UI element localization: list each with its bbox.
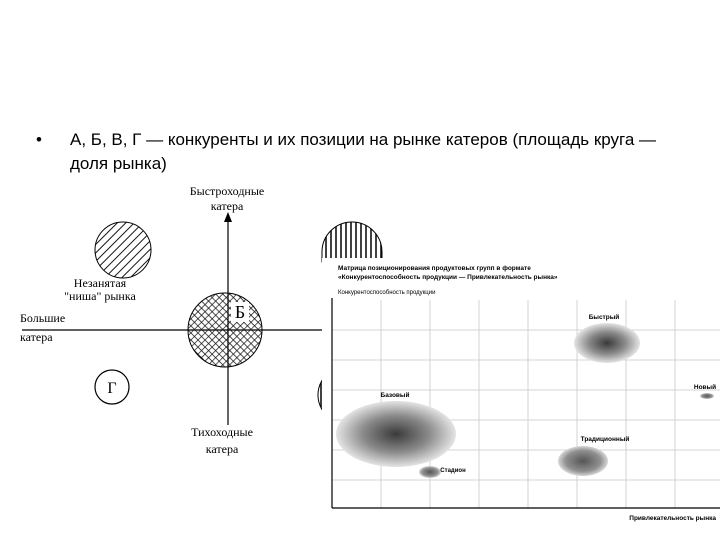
bubble-label-stadion: Стадион <box>440 468 466 474</box>
chart-title-line2: «Конкурентоспособность продукции — Привлекательность рынка» <box>338 274 558 281</box>
bubble-label-traditsionny: Традиционный <box>580 436 630 443</box>
niche-label-1: Незанятая <box>73 276 127 290</box>
niche-circle <box>95 222 151 278</box>
bubble-label-novy: Новый <box>693 384 717 391</box>
bubble-label-bazovy: Базовый <box>380 392 410 399</box>
bubble-bazovy <box>336 401 456 467</box>
y-axis-label: Конкурентоспособность продукции <box>338 290 436 296</box>
axis-bottom-label-2: катера <box>205 442 239 456</box>
bullet-marker: • <box>36 130 42 149</box>
x-axis-label: Привлекательность рынка <box>629 515 716 522</box>
chart-background <box>322 258 720 540</box>
competitor-b-circle <box>188 293 262 367</box>
bubble-bystry <box>574 323 640 363</box>
positioning-matrix-chart <box>322 258 720 540</box>
axis-top-label-2: катера <box>210 199 244 213</box>
bubble-stadion <box>419 466 441 478</box>
bubble-novy <box>700 393 714 399</box>
bullet-text: А, Б, В, Г — конкуренты и их позиции на рынке катеров (площадь круга — доля рынка) <box>70 130 657 173</box>
competitor-b-label: Б <box>234 302 246 322</box>
axis-left-label-2: катера <box>20 330 53 344</box>
competitor-g-label: Г <box>107 380 117 397</box>
axis-bottom-label-1: Тихоходные <box>191 425 253 439</box>
bubble-traditsionny <box>558 446 608 476</box>
chart-title-line1: Матрица позиционирования продуктовых групп в формате <box>338 265 531 272</box>
competitor-a-circle-partial <box>322 222 382 262</box>
bubble-label-bystry: Быстрый <box>588 314 620 321</box>
niche-label-2: "ниша" рынка <box>64 289 136 303</box>
axis-top-label-1: Быстроходные <box>189 184 265 198</box>
axis-left-label-1: Большие <box>20 311 66 325</box>
axis-arrow-up <box>224 212 232 222</box>
